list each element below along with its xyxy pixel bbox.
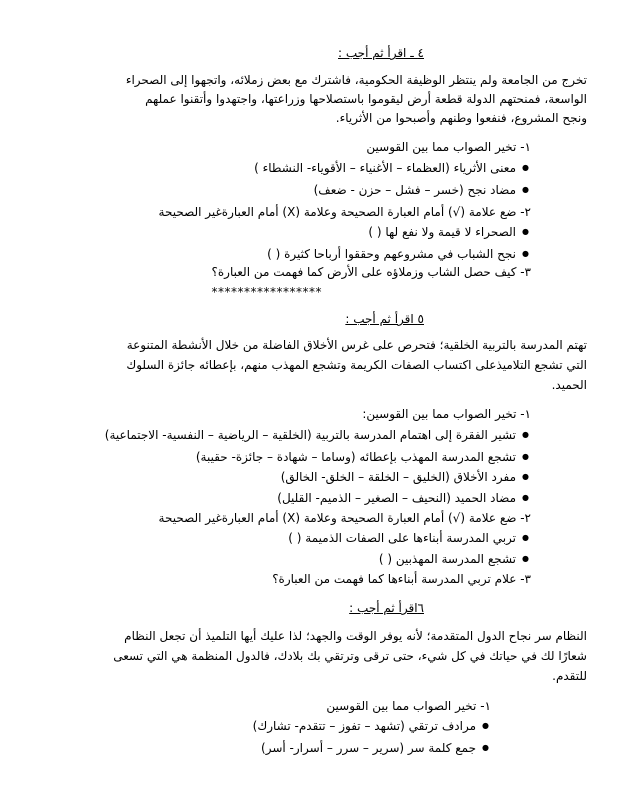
- section-5-passage-line: التي تشجع التلاميذعلى اكتساب الصفات الكريمة وتشجع المهذب منهم، بإعطائه جائزة السلوك: [126, 358, 587, 372]
- section-6-question-1: ١- تخير الصواب مما بين القوسين: [326, 699, 491, 713]
- section-5-q1-item: ● مفرد الأخلاق (الخليق – الخلقة – الخلق- الخالق): [281, 469, 529, 485]
- section-6-passage-line: شعارًا لك في حياتك في كل شيء، حتى ترقى وترتقي بك بلادك، فالدول المنظمة هي التي تسعى: [113, 649, 587, 663]
- section-5-q1-item: ● تشجع المدرسة المهذب بإعطائه (وساما – شهادة – جائزة- حقيبة): [196, 449, 529, 465]
- separator-stars: *****************: [211, 285, 322, 299]
- section-6-passage-line: للتقدم.: [552, 669, 587, 683]
- section-5-question-3: ٣- علام تربي المدرسة أبناءها كما فهمت من العبارة؟: [272, 572, 531, 586]
- section-4-q2-item: ● الصحراء لا قيمة ولا نفع لها ( ): [368, 224, 529, 240]
- section-4-passage-line: ونجح المشروع، فنفعوا وطنهم وأصبحوا من الأثرياء.: [335, 111, 587, 125]
- section-6-q1-item: ● جمع كلمة سر (سرير – سرر – أسرار- أسر): [261, 740, 489, 756]
- section-5-question-1: ١- تخير الصواب مما بين القوسين:: [362, 407, 531, 421]
- section-4-question-2: ٢- ضع علامة (√) أمام العبارة الصحيحة وعلامة (X) أمام العبارةغير الصحيحة: [158, 205, 531, 219]
- section-5-q2-item: ● تشجع المدرسة المهذبين ( ): [379, 551, 529, 567]
- section-6-heading: ٦اقرأ ثم أجب :: [349, 601, 424, 615]
- section-4-passage-line: الواسعة، فمنحتهم الدولة قطعة أرض ليقوموا باستصلاحها وزراعتها، واجتهدوا وأتقنوا عملهم: [145, 92, 587, 106]
- section-6-passage-line: النظام سر نجاح الدول المتقدمة؛ لأنه يوفر الوقت والجهد؛ لذا عليك أيها التلميذ أن تجعل النظام: [124, 629, 587, 643]
- section-4-q2-item: ● نجح الشباب في مشروعهم وحققوا أرباحا كثيرة ( ): [267, 246, 529, 262]
- section-5-q1-item: ● مضاد الحميد (النحيف – الصغير – الذميم- القليل): [277, 490, 529, 506]
- section-4-question-1: ١- تخير الصواب مما بين القوسين: [366, 140, 531, 154]
- section-4-passage-line: تخرج من الجامعة ولم ينتظر الوظيفة الحكومية، فاشترك مع بعض زملائه، واتجهوا إلى الصحراء: [125, 73, 587, 87]
- section-5-q1-item: ● تشير الفقرة إلى اهتمام المدرسة بالتربية (الخلقية – الرياضية – النفسية- الاجتماعية): [105, 427, 529, 443]
- section-5-passage-line: الحميد.: [551, 378, 587, 392]
- section-5-question-2: ٢- ضع علامة (√) أمام العبارة الصحيحة وعلامة (X) أمام العبارةغير الصحيحة: [158, 511, 531, 525]
- section-5-q2-item: ● تربي المدرسة أبناءها على الصفات الذميمة ( ): [288, 530, 529, 546]
- section-4-question-3: ٣- كيف حصل الشاب وزملاؤه على الأرض كما فهمت من العبارة؟: [211, 265, 531, 279]
- section-4-heading: ٤ ـ اقرأ ثم أجب :: [338, 46, 424, 60]
- section-4-q1-item: ● معنى الأثرياء (العظماء – الأغنياء – الأقوياء- النشطاء ): [254, 160, 529, 176]
- section-4-q1-item: ● مضاد نجح (خسر – فشل – حزن - ضعف): [314, 182, 529, 198]
- section-5-heading: ٥ اقرأ ثم أجب :: [345, 312, 424, 326]
- section-5-passage-line: تهتم المدرسة بالتربية الخلقية؛ فتحرص على غرس الأخلاق الفاضلة من خلال الأنشطة المتنوعة: [126, 338, 587, 352]
- section-6-q1-item: ● مرادف ترتقي (تشهد – تفوز – تتقدم- تشارك): [253, 718, 489, 734]
